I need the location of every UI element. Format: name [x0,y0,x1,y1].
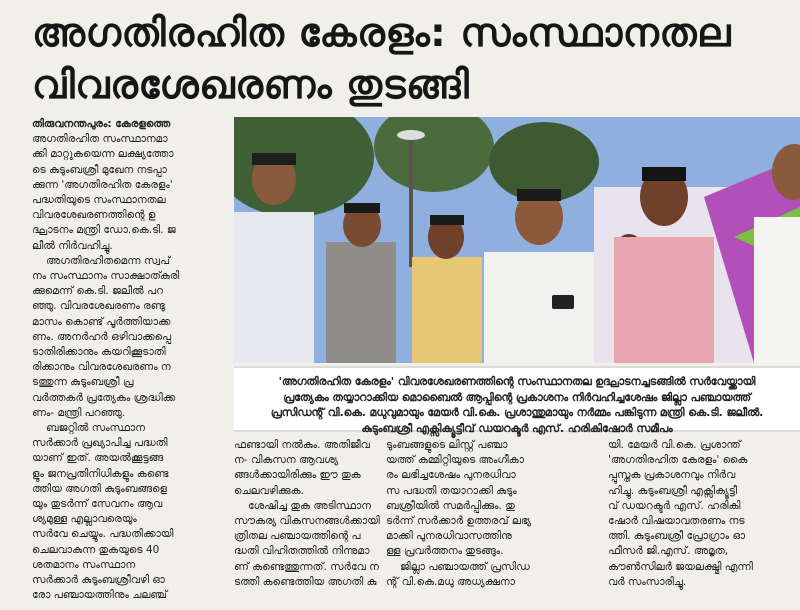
text-line: ക്കുന്ന 'അഗതിരഹിത കേരളം' [32,178,173,191]
text-line: ടത്തി കണ്ടെത്തിയ അഗതി കു [234,575,377,588]
text-line: ഷോർ വിഷയാവതരണം നട [608,515,745,528]
text-line: വ് ഡയറക്ടർ എസ്. ഹരികി [608,499,741,512]
text-line: ബജറ്റിൽ സംസ്ഥാന [46,422,145,435]
text-line: ന- വികസന ആവശ്യ [234,454,339,467]
text-line: യാണ് ഇത്. അയൽക്കൂട്ടങ്ങ [32,452,164,465]
event-photo [234,117,800,363]
text-line: സർക്കാർ കുടുംബശ്രീവഴി ഓ [32,574,165,587]
text-line: ഹിച്ചു. കുടുംബശ്രീ എക്സിക്യൂട്ടീ [608,484,738,497]
text-line: ടത്തുന്ന കുടുംബശ്രീ പ്ര [32,376,134,389]
text-line: രോ പഞ്ചായത്തിനും ചലഞ്ച് [32,589,168,602]
text-line: അഗതിരഹിത സംസ്ഥാനമാ [32,133,168,146]
text-line: ണം- മന്ത്രി പറഞ്ഞു. [32,406,126,419]
text-line: ത്രിതല പഞ്ചായത്തിന്റെ പ [234,530,361,543]
text-line: ദ്ഘാടനം മന്ത്രി ഡോ.കെ.ടി. ജ [32,224,176,237]
text-line: വിവരശേഖരണത്തിന്റെ ഉ [32,209,156,222]
text-line: ശേഷിച്ച തുക അടിസ്ഥാന [248,499,371,512]
text-line: ചെലവാകുന്ന തുകയുടെ 40 [32,543,160,556]
article-bottom-column-1 [234,438,382,610]
text-line: യത്ത് കമ്മിറ്റിയുടെ അംഗീകാ [386,454,525,467]
text-line: കൗൺസിലർ ജയലക്ഷ്മി എന്നി [608,560,753,573]
photo-caption [234,366,800,435]
text-line: മാസം കൊണ്ട് പൂർത്തിയാക്ക [32,315,171,328]
text-line: ത്തിയ അഗതി കുടുംബങ്ങളെ [32,482,167,495]
text-line: ണം. അനർഹർ ഒഴിവാക്കപ്പെ [32,330,172,343]
text-line: രിക്കാനും വിവരശേഖരണം ന [32,361,171,374]
text-line: ളും ജനപ്രതിനിധികളും കണ്ടെ [32,467,169,480]
text-line: തിരുവനന്തപുരം: കേരളത്തെ [32,118,171,130]
text-line: ടെ കുടുംബശ്രീ മുഖേന നടപ്പാ [32,163,167,176]
text-line: സർക്കാർ പ്രഖ്യാപിച്ച പദ്ധതി [32,437,168,450]
text-line: ശ്യമുള്ള എല്ലാവരെയും [32,513,137,526]
caption-line: 'അഗതിരഹിത കേരളം' വിവരശേഖരണത്തിന്റെ സംസ്ഥാനതല ഉദ്ഘാടനച്ചടങ്ങിൽ സർവേയ്ക്കായി [278,375,756,388]
text-line: ക്കി മാറ്റുകയെന്ന ലക്ഷ്യത്തോ [32,148,174,161]
headline-line-1: അഗതിരഹിത കേരളം: സംസ്ഥാനതല [32,11,731,56]
text-line: ണ് കണ്ടെത്തുന്നത്. സർവേ ന [234,560,379,573]
text-line: നം സംസ്ഥാനം സാക്ഷാത്കരി [32,270,180,283]
text-line: ന്റ് വി.കെ.മധു അധ്യക്ഷനാ [386,575,515,588]
text-line: ങ്ങൾക്കായിരിക്കും ഈ തുക [234,469,361,482]
text-line: ശതമാനം സംസ്ഥാന [32,558,136,571]
text-line: ഫീസർ ജി.എസ്. അമൃത, [608,545,729,558]
text-line: അഗതിരഹിതമെന്ന സ്വപ് [46,254,171,267]
text-line: വർ സംസാരിച്ചു. [608,575,687,588]
text-line: ടുംബങ്ങളുടെ ലിസ്റ്റ് പഞ്ചാ [386,439,508,451]
article-left-column [32,117,229,610]
text-line: മാക്കി പുനരധിവാസത്തിനു [386,530,512,543]
text-line: പ്പുസ്തക പ്രകാശനവും നിർവ [608,469,736,482]
caption-line: കുടുംബശ്രീ എക്സിക്യൂട്ടീവ് ഡയറക്ടർ എസ്. ഹരികിഷോർ സമീപം [361,421,673,435]
text-line: പദ്ധതിയുടെ സംസ്ഥാനതല [32,194,166,207]
article-bottom-column-2 [386,438,604,610]
text-line: ക്കുമെന്ന് കെ.ടി. ജലീൽ പറ [32,285,164,298]
text-line: രം ലഭിച്ചശേഷം പുനരധിവാ [386,469,516,482]
text-line: സൗകര്യ വികസനങ്ങൾക്കായി [234,515,380,528]
text-line: ജില്ലാ പഞ്ചായത്ത് പ്രസിഡ [400,560,530,573]
text-line: വർത്തകർ പ്രത്യേകം ശ്രദ്ധിക്ക [32,391,176,404]
text-line: സർവേ ചെയ്യും. പദ്ധതിക്കായി [32,528,174,541]
text-line: ചെലവഴിക്കുക. [234,484,304,497]
text-line: യി. മേയർ വി.കെ. പ്രശാന്ത് [608,439,741,451]
caption-line: പ്രസിഡന്റ് വി.കെ. മധുവുമായും മേയർ വി.കെ. പ്രശാന്തുമായും നർമ്മം പങ്കിടുന്ന മന്ത്രി കെ.ടി. ജലീൽ. [270,406,764,419]
text-line: ള്ള പ്രവർത്തനം തുടങ്ങും. [386,545,504,558]
text-line: ടർന്ന് സർക്കാർ ഉത്തരവ് ലഭ്യ [386,515,532,528]
caption-line: പ്രത്യേകം തയ്യാറാക്കിയ മൊബൈൽ ആപ്പിന്റെ പ്രകാശനം നിർവഹിച്ചശേഷം ജില്ലാ പഞ്ചായത്ത് [283,390,751,404]
text-line: ഫണ്ടായി നൽകും. അതിജീവ [234,439,370,451]
text-line: യും തുടർന്ന് സേവനം ആവ [32,498,163,511]
text-line: ഞ്ഞു. വിവരശേഖരണം രണ്ടു [32,300,165,313]
text-line: ത്തി. കുടുംബശ്രീ പ്രോഗ്രാം ഓ [608,530,746,543]
text-line: ടാതിരിക്കാനും കയറിക്കൂടാതി [32,346,166,359]
text-line: ബശ്രീയിൽ സമർപ്പിക്കും. തു [386,499,515,512]
article-bottom-column-3 [608,438,800,610]
text-line: ലീൽ നിർവഹിച്ചു. [32,239,113,252]
headline-line-2: വിവരശേഖരണം തുടങ്ങി [32,63,470,108]
text-line: 'അഗതിരഹിത കേരളം' കൈ [608,454,748,467]
text-line: ദ്ധതി വിഹിതത്തിൽ നിന്നുമാ [234,545,370,558]
text-line: സ പദ്ധതി തയാറാക്കി കുടും [386,484,517,497]
